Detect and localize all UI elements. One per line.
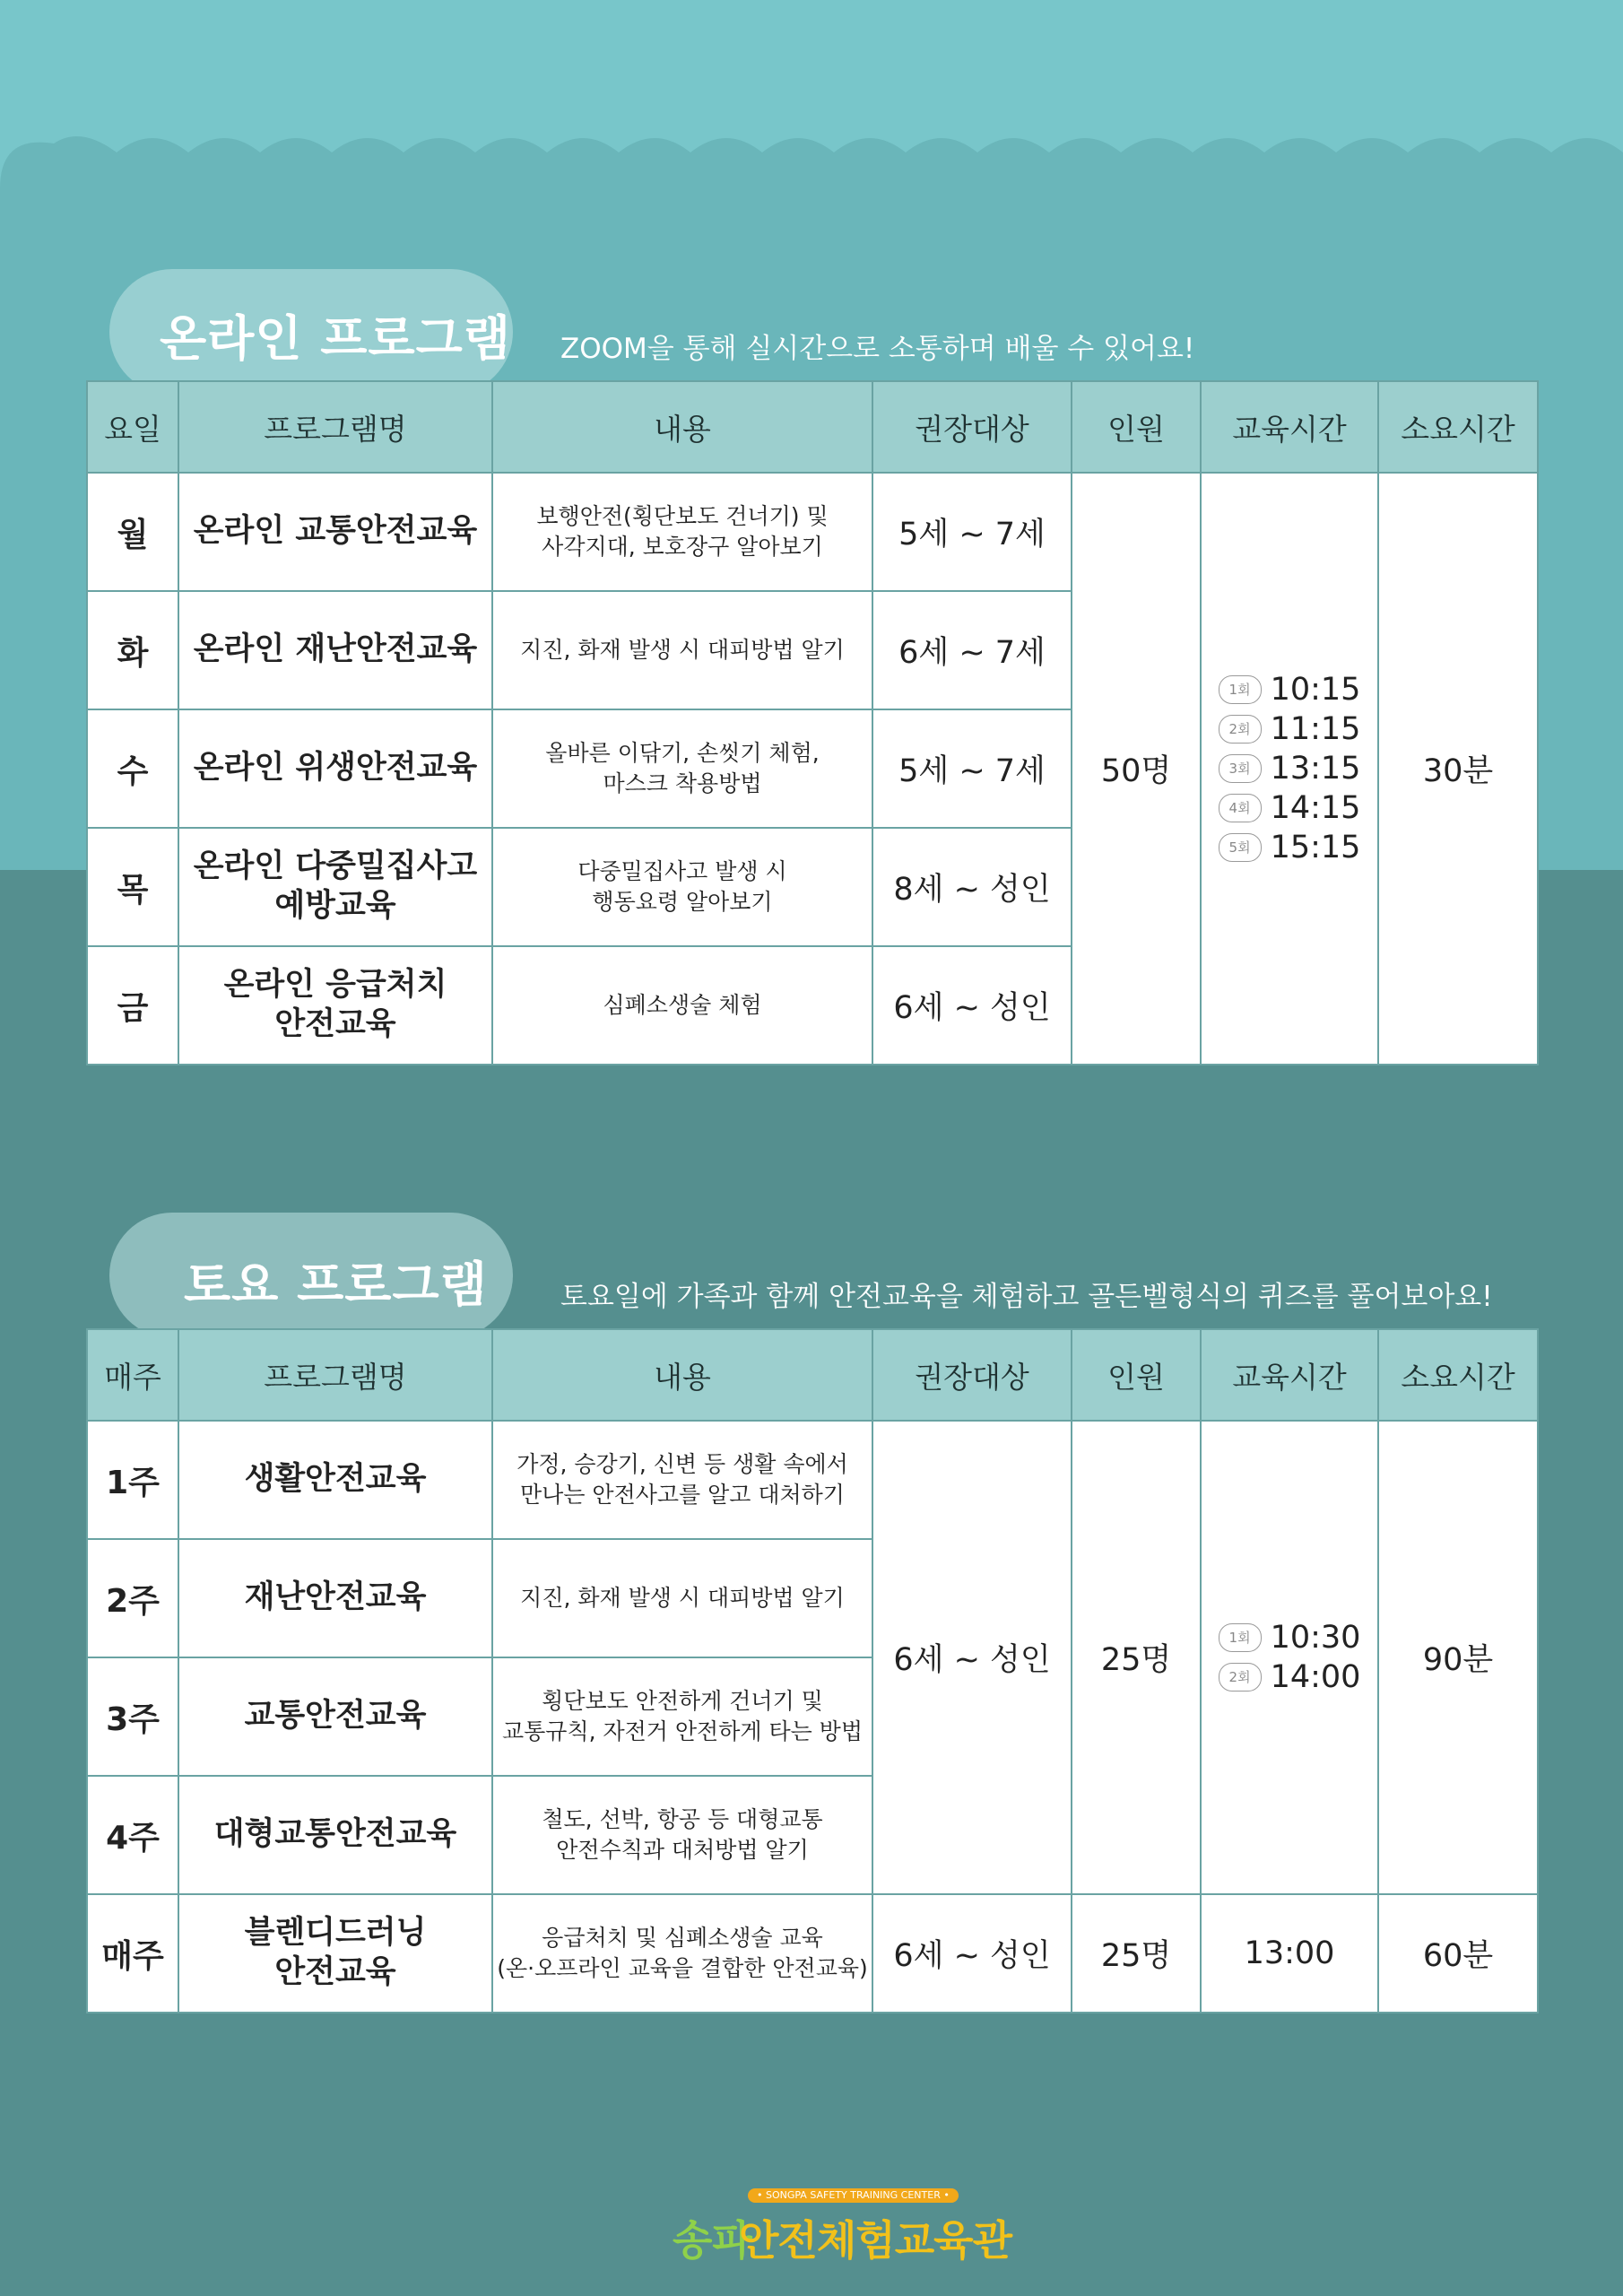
- program-cell: 대형교통안전교육: [178, 1776, 492, 1894]
- session-badge: 1회: [1219, 675, 1262, 704]
- session-slot: [1219, 828, 1361, 867]
- program-cell: 생활안전교육: [178, 1421, 492, 1539]
- content-cell: 가정, 승강기, 신변 등 생활 속에서 만나는 안전사고를 알고 대처하기: [492, 1421, 872, 1539]
- session-badge: 2회: [1219, 715, 1262, 744]
- header-program: 프로그램명: [178, 1329, 492, 1421]
- program-cell: 교통안전교육: [178, 1657, 492, 1776]
- session-slot: [1219, 749, 1361, 788]
- online-header-row: [87, 381, 1538, 473]
- session-time: 10:30: [1270, 1620, 1361, 1656]
- program-cell: 온라인 응급처치 안전교육: [178, 946, 492, 1065]
- week-cell: 4주: [87, 1776, 178, 1894]
- header-time: 교육시간: [1201, 381, 1378, 473]
- week-cell: 2주: [87, 1539, 178, 1657]
- header-week: 매주: [87, 1329, 178, 1421]
- session-time-cell: 13:00: [1201, 1894, 1378, 2013]
- day-cell: 수: [87, 709, 178, 828]
- header-duration: 소요시간: [1378, 381, 1538, 473]
- header-duration: 소요시간: [1378, 1329, 1538, 1421]
- logo-name: 안전체험교육관: [739, 2216, 1012, 2265]
- capacity-cell: 25명: [1072, 1421, 1201, 1894]
- header-capacity: 인원: [1072, 381, 1201, 473]
- day-cell: 금: [87, 946, 178, 1065]
- session-badge: 4회: [1219, 794, 1262, 822]
- week-cell: 1주: [87, 1421, 178, 1539]
- capacity-cell: 25명: [1072, 1894, 1201, 2013]
- program-cell: 온라인 재난안전교육: [178, 591, 492, 709]
- content-cell: 횡단보도 안전하게 건너기 및 교통규칙, 자전거 안전하게 타는 방법: [492, 1657, 872, 1776]
- content-cell: 보행안전(횡단보도 건너기) 및 사각지대, 보호장구 알아보기: [492, 473, 872, 591]
- day-cell: 월: [87, 473, 178, 591]
- songpa-safety-center-logo: [673, 2188, 1012, 2265]
- online-section-title: 온라인 프로그램: [160, 310, 511, 367]
- content-cell: 철도, 선박, 항공 등 대형교통 안전수칙과 대처방법 알기: [492, 1776, 872, 1894]
- audience-cell: 5세 ~ 7세: [872, 709, 1072, 828]
- session-badge: 1회: [1219, 1623, 1262, 1652]
- day-cell: 목: [87, 828, 178, 946]
- session-times-cell: [1201, 473, 1378, 1065]
- header-audience: 권장대상: [872, 1329, 1072, 1421]
- content-cell: 응급처치 및 심폐소생술 교육 (온·오프라인 교육을 결합한 안전교육): [492, 1894, 872, 2013]
- header-day: 요일: [87, 381, 178, 473]
- table-row: [87, 473, 1538, 591]
- content-cell: 지진, 화재 발생 시 대피방법 알기: [492, 591, 872, 709]
- session-slot: [1219, 670, 1361, 709]
- program-cell: 온라인 교통안전교육: [178, 473, 492, 591]
- session-list: [1219, 670, 1361, 867]
- header-content: 내용: [492, 381, 872, 473]
- session-badge: 5회: [1219, 833, 1262, 862]
- logo-tagline: • SONGPA SAFETY TRAINING CENTER •: [748, 2188, 959, 2203]
- audience-cell: 8세 ~ 성인: [872, 828, 1072, 946]
- duration-cell: 60분: [1378, 1894, 1538, 2013]
- logo-prefix: 송파: [673, 2216, 752, 2265]
- duration-cell: 90분: [1378, 1421, 1538, 1894]
- content-cell: 다중밀집사고 발생 시 행동요령 알아보기: [492, 828, 872, 946]
- session-time: 13:15: [1270, 751, 1361, 787]
- session-time: 15:15: [1270, 830, 1361, 865]
- session-list: [1219, 1618, 1361, 1697]
- day-cell: 화: [87, 591, 178, 709]
- table-row: [87, 1894, 1538, 2013]
- table-row: [87, 1421, 1538, 1539]
- audience-cell: 6세 ~ 7세: [872, 591, 1072, 709]
- audience-cell: 6세 ~ 성인: [872, 1421, 1072, 1894]
- program-cell: 블렌디드러닝 안전교육: [178, 1894, 492, 2013]
- capacity-cell: 50명: [1072, 473, 1201, 1065]
- program-cell: 온라인 다중밀집사고 예방교육: [178, 828, 492, 946]
- online-section-subtitle: ZOOM을 통해 실시간으로 소통하며 배울 수 있어요!: [560, 333, 1195, 365]
- content-cell: 지진, 화재 발생 시 대피방법 알기: [492, 1539, 872, 1657]
- saturday-section-title: 토요 프로그램: [184, 1257, 488, 1313]
- audience-cell: 6세 ~ 성인: [872, 946, 1072, 1065]
- audience-cell: 5세 ~ 7세: [872, 473, 1072, 591]
- header-program: 프로그램명: [178, 381, 492, 473]
- saturday-schedule-table: [86, 1328, 1539, 2013]
- online-schedule-table: [86, 380, 1539, 1065]
- session-badge: 3회: [1219, 754, 1262, 783]
- content-cell: 심폐소생술 체험: [492, 946, 872, 1065]
- program-cell: 재난안전교육: [178, 1539, 492, 1657]
- header-audience: 권장대상: [872, 381, 1072, 473]
- session-time: 14:15: [1270, 790, 1361, 826]
- header-time: 교육시간: [1201, 1329, 1378, 1421]
- content-cell: 올바른 이닦기, 손씻기 체험, 마스크 착용방법: [492, 709, 872, 828]
- saturday-section-subtitle: 토요일에 가족과 함께 안전교육을 체험하고 골든벨형식의 퀴즈를 풀어보아요!: [560, 1281, 1493, 1313]
- session-slot: [1219, 1657, 1361, 1697]
- session-time: 10:15: [1270, 672, 1361, 708]
- session-time: 11:15: [1270, 711, 1361, 747]
- cloud-scallop-border: [0, 135, 1623, 242]
- program-cell: 온라인 위생안전교육: [178, 709, 492, 828]
- duration-cell: 30분: [1378, 473, 1538, 1065]
- session-badge: 2회: [1219, 1663, 1262, 1692]
- session-slot: [1219, 788, 1361, 828]
- session-slot: [1219, 1618, 1361, 1657]
- session-time: 14:00: [1270, 1659, 1361, 1695]
- saturday-header-row: [87, 1329, 1538, 1421]
- audience-cell: 6세 ~ 성인: [872, 1894, 1072, 2013]
- week-cell: 매주: [87, 1894, 178, 2013]
- session-times-cell: [1201, 1421, 1378, 1894]
- header-capacity: 인원: [1072, 1329, 1201, 1421]
- header-content: 내용: [492, 1329, 872, 1421]
- week-cell: 3주: [87, 1657, 178, 1776]
- session-slot: [1219, 709, 1361, 749]
